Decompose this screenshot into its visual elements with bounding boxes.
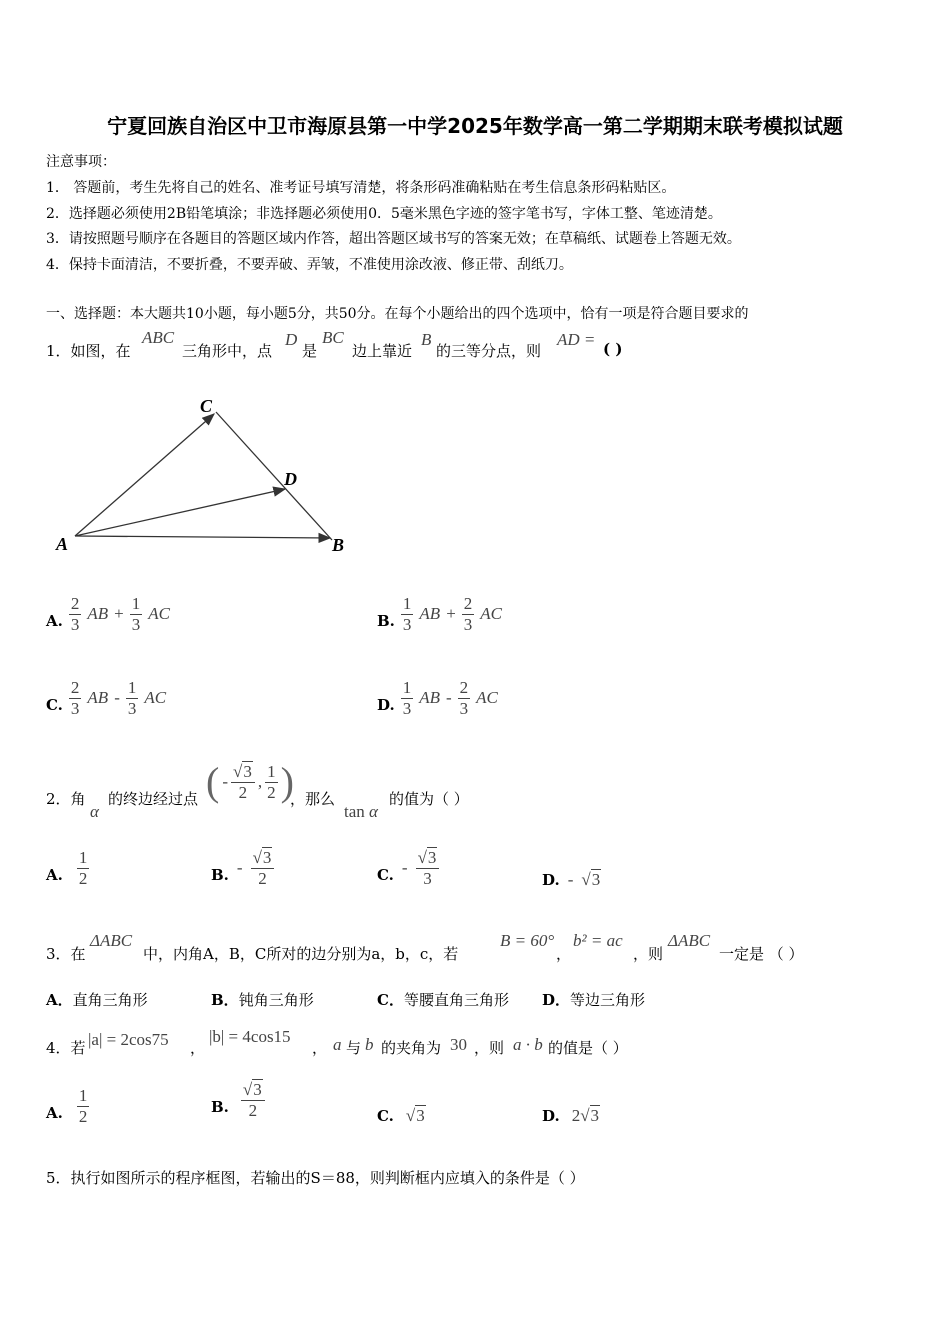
fraction: $\frac{1}{2}$: [267, 762, 276, 802]
triangle-figure: [50, 392, 360, 562]
fraction: $\frac{2}{3}$: [70, 678, 80, 718]
operator: -: [114, 688, 120, 708]
q1-option-d[interactable]: [377, 678, 498, 718]
q4-mag-a: |a| = 2cos75: [88, 1030, 169, 1049]
q3-option-a[interactable]: A．直角三角形: [46, 991, 148, 1009]
option-label: D.: [542, 1107, 560, 1125]
q3-triangle: ΔABC: [90, 931, 133, 950]
vector-term: AB: [419, 688, 440, 708]
q1-text-4: 的三等分点，则: [436, 342, 542, 360]
q4-text-5: 的值是（ ）: [548, 1039, 628, 1057]
option-label: A.: [46, 612, 63, 631]
q3-option-d[interactable]: D．等边三角形: [542, 991, 646, 1009]
note-item-4: 4．保持卡面清洁，不要折叠，不要弄破、弄皱，不准使用涂改液、修正带、刮纸刀。: [46, 257, 573, 273]
option-label: C.: [46, 696, 63, 715]
option-label: B.: [377, 612, 395, 631]
vector-ab: [75, 536, 330, 538]
paren-right: ): [280, 759, 294, 805]
q4-vec-b: b: [365, 1035, 374, 1054]
q4-text-3: 的夹角为: [381, 1039, 442, 1057]
q2-text-2: ，那么: [290, 790, 336, 808]
q1-option-c[interactable]: [46, 678, 166, 718]
q3-option-c[interactable]: C．等腰直角三角形: [377, 991, 509, 1009]
question-3-num: 3．在: [46, 945, 86, 963]
operator: -: [445, 688, 452, 708]
q2-option-a[interactable]: [46, 848, 89, 888]
minus-sign: -: [222, 772, 228, 792]
fraction: $\frac{1}{3}$: [131, 594, 141, 634]
option-label: D.: [377, 696, 395, 715]
q1-math-abc: ABC: [142, 328, 175, 347]
vector-term: AB: [419, 604, 441, 624]
operator: +: [446, 604, 456, 624]
sqrt: √3: [405, 1106, 425, 1125]
label-c: C: [200, 396, 213, 416]
fraction: $\frac{√3}{2}$: [251, 848, 275, 888]
q1-math-ad: AD =: [557, 330, 596, 349]
q3-option-b[interactable]: B．钝角三角形: [211, 991, 314, 1009]
q1-math-d: D: [285, 330, 298, 349]
vector-term: AB: [87, 688, 109, 708]
fraction: $\frac{√3}{2}$: [231, 762, 255, 802]
q1-text-3: 边上靠近: [352, 342, 413, 360]
fraction: $\frac{1}{2}$: [78, 1086, 88, 1126]
minus-sign: -: [567, 870, 574, 889]
q3-triangle-2: ΔABC: [668, 931, 711, 950]
vector-term: AB: [87, 604, 109, 624]
vector-term: AC: [144, 688, 167, 708]
q1-text-2: 是: [302, 342, 318, 360]
label-a: A: [56, 534, 69, 554]
minus-sign: -: [236, 858, 243, 878]
q3-text-1: 中，内角A，B，C所对的边分别为a，b，c，若: [143, 945, 459, 963]
note-item-2: 2．选择题必须使用2B铅笔填涂；非选择题必须使用0．5毫米黑色字迹的签字笔书写，字体工整、笔迹清楚。: [46, 206, 722, 222]
option-label: B.: [211, 1098, 229, 1117]
q2-alpha: α: [90, 802, 99, 821]
q4-text-2: 与: [346, 1039, 362, 1057]
option-label: C.: [377, 1107, 394, 1125]
vector-term: AC: [148, 604, 170, 624]
section-heading: 一、选择题：本大题共10小题，每小题5分，共50分。在每个小题给出的四个选项中，恰有一项是符合题目要求的: [46, 306, 749, 322]
fraction: $\frac{2}{3}$: [459, 678, 469, 718]
q4-option-d[interactable]: [542, 1106, 600, 1126]
option-label: A.: [46, 866, 63, 885]
option-label: D.: [542, 871, 560, 889]
fraction: $\frac{2}{3}$: [70, 594, 80, 634]
q2-point: [206, 759, 294, 805]
option-label: B.: [211, 866, 229, 885]
option-label: A.: [46, 1104, 63, 1123]
notes-heading: 注意事项：: [46, 154, 116, 170]
sqrt: 2√3: [571, 1106, 600, 1125]
q3-text-3: 一定是 （ ）: [719, 945, 804, 963]
q4-text-1: ，: [312, 1039, 328, 1057]
question-1-num: 1．如图，在: [46, 342, 131, 360]
vector-term: AC: [476, 688, 498, 708]
comma: ,: [257, 772, 263, 792]
fraction: $\frac{1}{3}$: [402, 594, 412, 634]
note-item-3: 3．请按照题号顺序在各题目的答题区域内作答，超出答题区域书写的答案无效；在草稿纸、试题卷上答题无效。: [46, 231, 741, 247]
paren-left: (: [206, 759, 220, 805]
fraction: $\frac{√3}{2}$: [241, 1080, 265, 1120]
q1-option-b[interactable]: [377, 594, 502, 634]
q3-b-squared: b² = ac: [573, 931, 623, 950]
fraction: $\frac{1}{2}$: [78, 848, 88, 888]
q2-text-3: 的值为（ ）: [389, 790, 469, 808]
vector-term: AC: [480, 604, 503, 624]
q1-option-a[interactable]: [46, 594, 170, 634]
q2-option-b[interactable]: [211, 848, 274, 888]
page-title: 宁夏回族自治区中卫市海原县第一中学2025年数学高一第二学期期末联考模拟试题: [107, 114, 843, 138]
q1-text-1: 三角形中，点: [182, 342, 273, 360]
fraction: $\frac{1}{3}$: [402, 678, 412, 718]
vector-ac: [75, 414, 214, 536]
question-2-num: 2．角: [46, 790, 86, 808]
question-4-num: 4．若: [46, 1039, 86, 1057]
operator: +: [114, 604, 124, 624]
q3-angle-b: B = 60°: [500, 931, 555, 950]
q3-text-2: ，则: [633, 945, 664, 963]
label-b: B: [332, 535, 345, 555]
q4-option-b[interactable]: [211, 1080, 265, 1120]
q4-sep: ，: [190, 1039, 206, 1057]
q4-angle: 30: [450, 1035, 467, 1054]
q4-text-4: ，则: [474, 1039, 505, 1057]
q2-option-d[interactable]: [542, 870, 601, 890]
q1-answer-paren: ( ): [603, 340, 623, 358]
q2-text-1: 的终边经过点: [108, 790, 199, 808]
q4-vec-a: a: [333, 1035, 342, 1054]
question-5: 5．执行如图所示的程序框图，若输出的S＝88，则判断框内应填入的条件是（ ）: [46, 1169, 585, 1187]
q4-option-c[interactable]: [377, 1106, 426, 1126]
label-d: D: [284, 469, 297, 489]
sqrt: √3: [581, 870, 601, 889]
minus-sign: -: [401, 858, 408, 878]
q1-math-b: B: [421, 330, 432, 349]
option-label: C.: [377, 866, 394, 885]
note-item-1: 1． 答题前，考生先将自己的姓名、准考证号填写清楚，将条形码准确粘贴在考生信息条形码粘贴区。: [46, 180, 676, 196]
q3-sep: ，: [556, 945, 572, 963]
q4-dot-product: a · b: [513, 1035, 543, 1054]
q2-option-c[interactable]: [377, 848, 439, 888]
vector-ad: [75, 489, 285, 536]
segment-cb: [216, 412, 332, 540]
q4-mag-b: |b| = 4cos15: [209, 1027, 291, 1046]
fraction: $\frac{1}{3}$: [127, 678, 137, 718]
q1-math-bc: BC: [322, 328, 344, 347]
fraction: $\frac{√3}{3}$: [416, 848, 440, 888]
fraction: $\frac{2}{3}$: [463, 594, 473, 634]
q4-option-a[interactable]: [46, 1086, 89, 1126]
q2-tan: tan α: [344, 802, 378, 821]
